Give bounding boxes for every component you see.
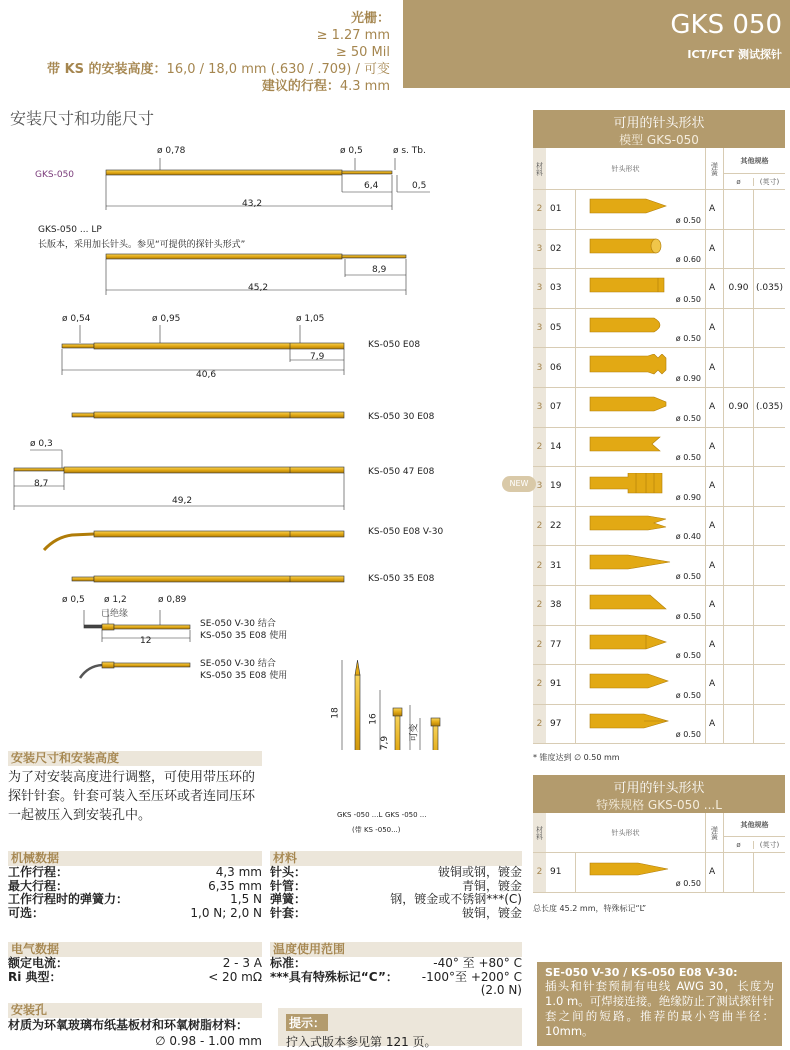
tip-spring: A — [706, 388, 724, 427]
tip-diameter: ø 0.50 — [675, 730, 701, 740]
tip-spring: A — [706, 507, 724, 546]
tip-spring: A — [706, 467, 724, 506]
se-d12: ø 1,2 — [104, 595, 127, 605]
mech-title: 机械数据 — [8, 851, 262, 866]
tip-footnote: * 锥度达到 ∅ 0.50 mm — [533, 753, 620, 763]
temp-title: 温度使用范围 — [270, 942, 522, 957]
dim-79: 7,9 — [310, 352, 325, 362]
tip-diameter: ø 0.40 — [675, 532, 701, 542]
tip-other-mm — [724, 507, 754, 546]
label-gks050: GKS-050 — [35, 170, 75, 180]
tip-material: 3 — [533, 309, 546, 348]
tip-cone2-icon — [588, 671, 678, 693]
tip-other-mm — [724, 348, 754, 387]
tip-row — [533, 467, 785, 507]
dim-89: 8,9 — [372, 265, 387, 275]
material-title: 材料 — [270, 851, 522, 866]
tip-shape-91l-icon — [588, 859, 678, 879]
height-label: 带 KS 的安装高度： — [47, 62, 167, 77]
tip-other-mm — [724, 428, 754, 467]
stroke-label: 建议的行程： — [261, 79, 340, 94]
se2-line1: SE-050 V-30 结合 — [200, 659, 276, 669]
dim-406: 40,6 — [196, 370, 217, 380]
tip-diameter: ø 0.90 — [675, 492, 701, 502]
material-value: 青铜，镀金 — [461, 878, 522, 893]
tip-material: 2 — [533, 586, 546, 625]
tip-spring: A — [706, 586, 724, 625]
height-79: 7,9 — [380, 735, 391, 751]
grid-label: 光栅： — [350, 11, 390, 26]
dim-d054: ø 0,54 — [62, 314, 91, 324]
tip-row — [533, 705, 785, 745]
mech-row — [8, 907, 262, 921]
se-dim12: 12 — [140, 636, 152, 646]
v30-note — [537, 962, 782, 1046]
row2-spring: A — [706, 853, 724, 892]
dim-05: 0,5 — [412, 181, 427, 191]
tip-round-icon — [588, 315, 678, 337]
material-value: 铍铜或钢，镀金 — [437, 865, 522, 879]
dim-452: 45,2 — [248, 283, 269, 293]
tip-flat-icon — [588, 236, 678, 258]
stroke-value: 4.3 mm — [339, 79, 390, 94]
se-insulated: 已绝缘 — [101, 609, 129, 619]
tip-table-2-footnote: 总长度 45.2 mm，特殊标记“L” — [533, 903, 647, 913]
label-ks-v30: KS-050 E08 V-30 — [368, 527, 444, 537]
tip-code: 77 — [546, 626, 576, 665]
tip-spear-icon — [588, 632, 678, 654]
tip-row — [533, 586, 785, 626]
tip-material: 2 — [533, 190, 546, 229]
tip-code: 01 — [546, 190, 576, 229]
tip-spring: A — [706, 705, 724, 744]
mech-value: 1,0 N; 2,0 N — [190, 905, 262, 920]
row2-code: 91 — [546, 853, 576, 892]
col-other: 其他规格 — [740, 156, 769, 165]
tip-other-mm — [724, 546, 754, 585]
tip-table-2-row — [533, 853, 785, 893]
material-row — [270, 880, 522, 894]
dim-432: 43,2 — [242, 199, 263, 209]
tip-row — [533, 230, 785, 270]
tip-code: 97 — [546, 705, 576, 744]
tip-spring: A — [706, 626, 724, 665]
tip-other-mm — [724, 626, 754, 665]
tip-shape-cell — [576, 388, 706, 427]
tip-needle-icon — [588, 552, 678, 574]
tip-shape-cell — [576, 348, 706, 387]
material-value: 铍铜，镀金 — [461, 905, 522, 920]
material-key: 弹簧： — [270, 892, 307, 906]
tip-diameter: ø 0.50 — [675, 215, 701, 225]
hint-title: 提示： — [286, 1014, 328, 1031]
tip-row — [533, 507, 785, 547]
tip-other-inch: (.035) — [755, 283, 784, 294]
mech-block — [8, 851, 262, 920]
tip-other-mm — [724, 230, 754, 269]
col2-material: 材料 — [533, 813, 546, 852]
tip-row — [533, 626, 785, 666]
col-shape: 针头形状 — [546, 148, 706, 189]
elec-row — [8, 971, 262, 985]
tip-diameter: ø 0.60 — [675, 255, 701, 265]
caption-3: (带 KS -050...) — [352, 826, 401, 834]
tip-other-inch — [754, 665, 785, 704]
tip-table-2-header — [533, 775, 785, 813]
se1-line2: KS-050 35 E08 使用 — [200, 631, 288, 641]
tip-diameter: ø 0.50 — [675, 294, 701, 304]
elec-value: 2 - 3 A — [222, 956, 262, 970]
elec-value: < 20 mΩ — [208, 969, 262, 984]
temp-key: 标准： — [270, 956, 307, 970]
col-mm: ø — [724, 178, 754, 186]
tip-other-mm — [724, 190, 754, 229]
new-badge: NEW — [502, 476, 536, 492]
tip-table-subtitle: 模型 GKS-050 — [619, 133, 699, 147]
elec-title: 电气数据 — [8, 942, 262, 957]
tip-material: 2 — [533, 507, 546, 546]
height-value: 16,0 / 18,0 mm (.630 / .709) / 可变 — [166, 62, 390, 77]
tip-other-mm — [724, 309, 754, 348]
material-key: 针套： — [270, 905, 307, 920]
tip-code: 22 — [546, 507, 576, 546]
dim-d05: ø 0,5 — [340, 146, 363, 156]
tip-other-inch: (.035) — [755, 402, 784, 413]
height-var: 可变 — [409, 723, 420, 742]
hole-block — [8, 1003, 262, 1048]
hint-box — [278, 1008, 522, 1049]
tip-material: 3 — [533, 230, 546, 269]
v30-text: 插头和针套预制有电线 AWG 30，长度为 1.0 m。可焊接连接。绝缘防止了测试探针针套之间的短路。推荐的最小弯曲半径：10mm。 — [545, 979, 774, 1038]
tip-other-inch — [754, 586, 785, 625]
tip-code: 19 — [546, 467, 576, 506]
mech-value: 1,5 N — [230, 892, 262, 906]
gks050-barrel — [106, 170, 342, 175]
tip-shape-cell — [576, 190, 706, 229]
tip-material: 2 — [533, 705, 546, 744]
label-ks-35: KS-050 35 E08 — [368, 574, 435, 584]
tip-rows — [533, 190, 785, 744]
install-text: 为了对安装高度进行调整，可使用带压环的探针针套。针套可装入至压环或者连同压环一起被压入到安装孔中。 — [8, 770, 256, 823]
tip-spring: A — [706, 230, 724, 269]
tip-other-inch — [754, 546, 785, 585]
dim-d03: ø 0,3 — [30, 439, 53, 449]
tip-row — [533, 428, 785, 468]
col-inch: (英寸) — [759, 177, 780, 186]
hint-text: 拧入式版本参见第 121 页。 — [286, 1035, 437, 1049]
tip-code: 07 — [546, 388, 576, 427]
elec-key: 额定电流： — [8, 956, 69, 970]
tip-shape-cell — [576, 665, 706, 704]
col2-spring: 弹簧 — [706, 813, 724, 852]
tip-chisel-icon — [588, 394, 678, 416]
tip-material: 3 — [533, 467, 546, 506]
hole-value: ∅ 0.98 - 1.00 mm — [155, 1034, 262, 1048]
tip-row — [533, 190, 785, 230]
tip-material: 3 — [533, 388, 546, 427]
tip-star-icon — [588, 513, 678, 535]
header-specs — [47, 10, 390, 95]
dim-492: 49,2 — [172, 496, 193, 506]
col2-shape: 针头形状 — [546, 813, 706, 852]
elec-key: Ri 典型： — [8, 969, 62, 984]
tip-other-mm — [724, 705, 754, 744]
tip-spring: A — [706, 309, 724, 348]
tip-diameter: ø 0.50 — [675, 651, 701, 661]
mech-row — [8, 893, 262, 907]
mech-key: 可选： — [8, 905, 45, 920]
tip-row — [533, 348, 785, 388]
se-d089: ø 0,89 — [158, 595, 187, 605]
hole-label — [8, 1018, 262, 1032]
tip-other-mm: 0.90 — [724, 388, 754, 427]
label-ks-e08: KS-050 E08 — [368, 340, 421, 350]
tip-diameter: ø 0.50 — [675, 453, 701, 463]
tip-other-mm — [724, 467, 754, 506]
tip-material: 2 — [533, 546, 546, 585]
tip-cone-icon — [588, 196, 678, 218]
caption-2: GKS -050 ... — [385, 811, 427, 819]
tip-diameter: ø 0.50 — [675, 690, 701, 700]
label-ks-30: KS-050 30 E08 — [368, 412, 435, 422]
tip-wedge-icon — [588, 711, 678, 733]
dim-64: 6,4 — [364, 181, 379, 191]
mech-value: 6,35 mm — [208, 878, 262, 893]
tip-cup-icon — [588, 275, 678, 297]
material-row — [270, 907, 522, 921]
elec-row — [8, 957, 262, 971]
temp-row — [270, 971, 522, 985]
tip-crown-icon — [588, 354, 678, 376]
temp-value: -40° 至 +80° C — [433, 956, 522, 970]
tip-spring: A — [706, 269, 724, 308]
material-row — [270, 893, 522, 907]
tip-diameter: ø 0.50 — [675, 334, 701, 344]
dim-d105: ø 1,05 — [296, 314, 325, 324]
mech-value: 4,3 mm — [215, 865, 262, 879]
col-material: 材料 — [533, 148, 546, 189]
tip-other-inch — [754, 507, 785, 546]
material-row — [270, 866, 522, 880]
tip-material: 3 — [533, 348, 546, 387]
temp-block — [270, 942, 522, 998]
mech-row — [8, 880, 262, 894]
tip-diameter: ø 0.50 — [675, 611, 701, 621]
hole-key: 材质为环氧玻璃布纸基板材和环氧树脂材料： — [8, 1018, 249, 1032]
col2-other: 其他规格 — [740, 820, 769, 829]
gks050-plunger — [342, 171, 392, 174]
install-block — [8, 751, 262, 825]
dim-dstb: ø s. Tb. — [393, 146, 426, 156]
lp-desc: 长版本，采用加长针头。参见“可提供的探针头形式” — [38, 240, 246, 250]
tip-spring: A — [706, 190, 724, 229]
tip-other-inch — [754, 309, 785, 348]
material-key: 针头： — [270, 865, 307, 879]
tip-material: 2 — [533, 626, 546, 665]
tip-other-mm — [724, 586, 754, 625]
lp-title: GKS-050 ... LP — [38, 225, 102, 235]
se1-line1: SE-050 V-30 结合 — [200, 619, 276, 629]
tip-code: 06 — [546, 348, 576, 387]
row2-material: 2 — [533, 853, 546, 892]
tip-shape-cell — [576, 546, 706, 585]
caption-1: GKS -050 ...L — [337, 811, 383, 819]
tip-table-2-subtitle: 特殊规格 GKS-050 ...L — [596, 798, 722, 812]
material-block — [270, 851, 522, 920]
row2-diameter: ø 0.50 — [675, 878, 701, 888]
product-title: GKS 050 — [670, 10, 782, 40]
tip-other-mm: 0.90 — [724, 269, 754, 308]
material-key: 针管： — [270, 878, 307, 893]
tip-other-inch — [754, 348, 785, 387]
tip-bevel-icon — [588, 592, 678, 614]
tip-shape-cell — [576, 309, 706, 348]
dim-d078: ø 0,78 — [157, 146, 186, 156]
col2-mm: ø — [724, 841, 754, 849]
se2-line2: KS-050 35 E08 使用 — [200, 671, 288, 681]
tip-spring: A — [706, 428, 724, 467]
tip-code: 05 — [546, 309, 576, 348]
col2-inch: (英寸) — [759, 840, 780, 849]
v30-title: SE-050 V-30 / KS-050 E08 V-30: — [545, 966, 738, 979]
install-title: 安装尺寸和安装高度 — [8, 751, 262, 766]
tip-code: 03 — [546, 269, 576, 308]
tip-shape-cell — [576, 507, 706, 546]
tip-bigcrown-icon — [588, 473, 678, 495]
brand-banner — [403, 0, 790, 88]
tip-spring: A — [706, 546, 724, 585]
tip-code: 91 — [546, 665, 576, 704]
dim-d095: ø 0,95 — [152, 314, 181, 324]
tip-shape-cell — [576, 586, 706, 625]
height-18: 18 — [330, 707, 341, 719]
tip-shape-cell — [576, 705, 706, 744]
mech-key: 工作行程： — [8, 865, 69, 879]
dim-87: 8,7 — [34, 479, 49, 489]
tip-shape-cell — [576, 230, 706, 269]
mech-row — [8, 866, 262, 880]
mech-key: 最大行程： — [8, 878, 69, 893]
tip-row — [533, 665, 785, 705]
tip-other-inch — [754, 467, 785, 506]
tip-diameter: ø 0.90 — [675, 373, 701, 383]
tip-other-inch — [754, 190, 785, 229]
col-spring: 弹簧 — [706, 148, 724, 189]
material-value: 钢，镀金或不锈钢***(C) — [390, 892, 522, 906]
grid-mil: ≥ 50 Mil — [335, 45, 390, 60]
temp-row — [270, 984, 522, 998]
label-ks-47: KS-050 47 E08 — [368, 467, 435, 477]
temp-value: -100°至 +200° C — [421, 969, 522, 984]
tip-shape-cell — [576, 626, 706, 665]
tip-material: 2 — [533, 428, 546, 467]
temp-row — [270, 957, 522, 971]
tip-table-title: 可用的针头形状 — [613, 116, 705, 131]
height-16: 16 — [368, 713, 379, 725]
tip-spring: A — [706, 348, 724, 387]
tip-row — [533, 546, 785, 586]
tip-code: 38 — [546, 586, 576, 625]
tip-table-header — [533, 110, 785, 148]
elec-block — [8, 942, 262, 984]
tip-code: 31 — [546, 546, 576, 585]
tip-other-inch — [754, 626, 785, 665]
tip-table-2-columns — [533, 813, 785, 853]
tip-other-inch — [754, 230, 785, 269]
grid-mm: ≥ 1.27 mm — [316, 28, 390, 43]
tip-material: 2 — [533, 665, 546, 704]
tip-shape-cell — [576, 269, 706, 308]
section-title: 安装尺寸和功能尺寸 — [10, 109, 155, 128]
tip-row — [533, 269, 785, 309]
tip-diameter: ø 0.50 — [675, 413, 701, 423]
tip-table-2 — [533, 775, 785, 914]
tip-spring: A — [706, 665, 724, 704]
row2-shape — [576, 853, 706, 892]
se-d05: ø 0,5 — [62, 595, 85, 605]
tip-diameter: ø 0.50 — [675, 571, 701, 581]
hole-title: 安装孔 — [8, 1003, 262, 1018]
tip-row — [533, 388, 785, 428]
tip-code: 14 — [546, 428, 576, 467]
tip-other-inch — [754, 428, 785, 467]
temp-value: (2.0 N) — [480, 983, 522, 997]
product-subtitle: ICT/FCT 测试探针 — [687, 48, 782, 61]
tip-table — [533, 110, 785, 763]
tip-table-2-title: 可用的针头形状 — [613, 781, 705, 796]
tip-vee-icon — [588, 434, 678, 456]
tip-code: 02 — [546, 230, 576, 269]
tip-other-mm — [724, 665, 754, 704]
mech-key: 工作行程时的弹簧力： — [8, 892, 129, 906]
temp-key: ***具有特殊标记“C”： — [270, 969, 398, 984]
tip-other-inch — [754, 705, 785, 744]
tip-row — [533, 309, 785, 349]
tip-shape-cell — [576, 428, 706, 467]
tip-shape-cell — [576, 467, 706, 506]
tip-table-columns — [533, 148, 785, 190]
tip-material: 3 — [533, 269, 546, 308]
